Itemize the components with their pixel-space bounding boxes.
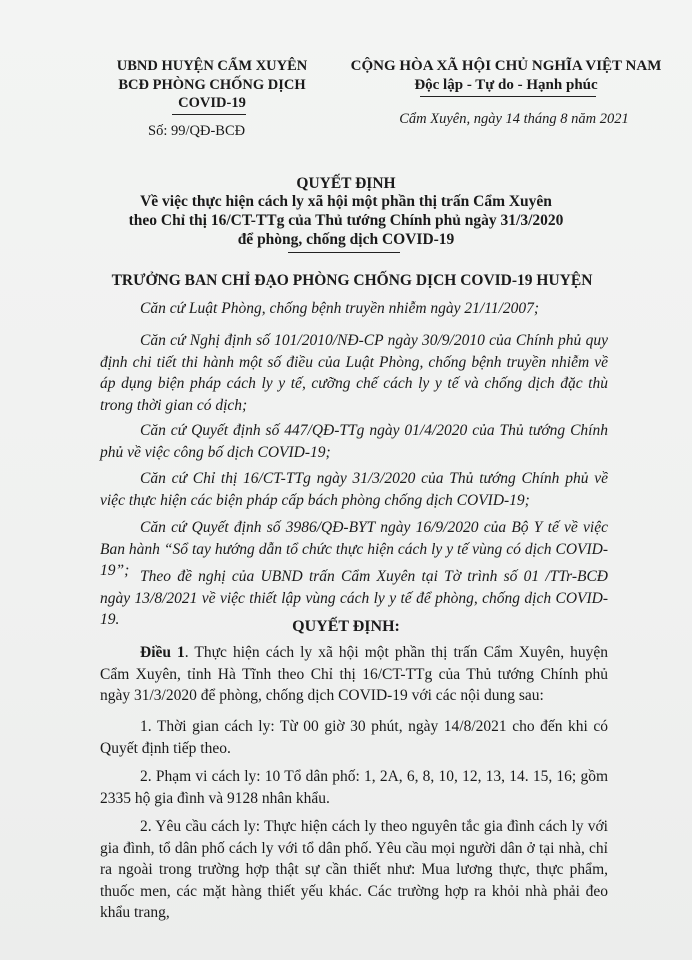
item-cach-ly-requirements: 2. Yêu cầu cách ly: Thực hiện cách ly theo nguyên tắc gia đình cách ly với gia đình, tổ dân phố cách ly với tổ dân phố. Yêu cầu mọi người dân ở tại nhà, chỉ ra ngoài trong trường hợp thật sự cần thiết như: Mua lương thực, thực phẩm, thuốc men, các mặt hàng thiết yếu khác. Các trường hợp ra khỏi nhà phải đeo khẩu trang,	[100, 818, 608, 921]
country-name: CỘNG HÒA XÃ HỘI CHỦ NGHĨA VIỆT NAM	[350, 58, 662, 74]
org-name-line2: BCĐ PHÒNG CHỐNG DỊCH	[118, 77, 306, 93]
decision-heading: QUYẾT ĐỊNH:	[292, 618, 400, 635]
legal-basis-5: Căn cứ Quyết định số 3986/QĐ-BYT ngày 16/9/2020 của Bộ Y tế về việc Ban hành “Sổ tay hướng dẫn tổ chức thực hiện cách ly y tế vùng có dịch COVID-19”;	[100, 519, 608, 579]
article-1	[100, 642, 608, 707]
issuing-authority: TRƯỞNG BAN CHỈ ĐẠO PHÒNG CHỐNG DỊCH COVID-19 HUYỆN	[111, 272, 593, 289]
item-cach-ly-scope: 2. Phạm vi cách ly: 10 Tổ dân phố: 1, 2A, 6, 8, 10, 12, 13, 14. 15, 16; gồm 2335 hộ gia đình và 9128 nhân khẩu.	[100, 768, 608, 807]
legal-basis-4: Căn cứ Chỉ thị 16/CT-TTg ngày 31/3/2020 của Thủ tướng Chính phủ về việc thực hiện các biện pháp cấp bách phòng chống dịch COVID-19;	[100, 470, 608, 509]
title-line-3: để phòng, chống dịch COVID-19	[237, 231, 455, 248]
document-number: Số: 99/QĐ-BCĐ	[148, 123, 246, 139]
place-and-date: Cẩm Xuyên, ngày 14 tháng 8 năm 2021	[399, 111, 629, 127]
motto-underline	[420, 96, 596, 97]
org-name-line1: UBND HUYỆN CẨM XUYÊN	[116, 58, 308, 74]
org-name-line3: COVID-19	[178, 95, 246, 111]
item-cach-ly-time: 1. Thời gian cách ly: Từ 00 giờ 30 phút, ngày 14/8/2021 cho đến khi có Quyết định tiếp theo.	[100, 718, 608, 757]
title-line-2: theo Chỉ thị 16/CT-TTg của Thủ tướng Chính phủ ngày 31/3/2020	[128, 212, 564, 229]
title-underline	[288, 252, 400, 253]
document-title: QUYẾT ĐỊNH	[296, 175, 396, 192]
national-motto: Độc lập - Tự do - Hạnh phúc	[414, 77, 598, 93]
legal-basis-3: Căn cứ Quyết định số 447/QĐ-TTg ngày 01/4/2020 của Thủ tướng Chính phủ về việc công bố dịch COVID-19;	[100, 422, 608, 461]
legal-basis-2: Căn cứ Nghị định số 101/2010/NĐ-CP ngày 30/9/2010 của Chính phủ quy định chi tiết thi hành một số điều của Luật Phòng, chống bệnh truyền nhiễm về áp dụng biện pháp cách ly y tế, cưỡng chế cách ly y tế và chống dịch đặc thù trong thời gian có dịch;	[100, 332, 608, 414]
org-underline	[172, 114, 246, 115]
article-1-text: . Thực hiện cách ly xã hội một phần thị trấn Cẩm Xuyên, huyện Cẩm Xuyên, tỉnh Hà Tĩnh theo Chỉ thị 16/CT-TTg của Thủ tướng Chính phủ ngày 31/3/2020 để phòng, chống dịch COVID-19 với các nội dung sau:	[100, 644, 609, 704]
legal-basis-6: Theo đề nghị của UBND trấn Cẩm Xuyên tại Tờ trình số 01 /TTr-BCĐ ngày 13/8/2021 về việc thiết lập vùng cách ly y tế để phòng, chống dịch COVID-19.	[100, 568, 608, 628]
legal-basis-1: Căn cứ Luật Phòng, chống bệnh truyền nhiễm ngày 21/11/2007;	[140, 300, 540, 317]
article-1-label: Điều 1	[140, 644, 185, 661]
title-line-1: Về việc thực hiện cách ly xã hội một phần thị trấn Cẩm Xuyên	[140, 193, 552, 210]
